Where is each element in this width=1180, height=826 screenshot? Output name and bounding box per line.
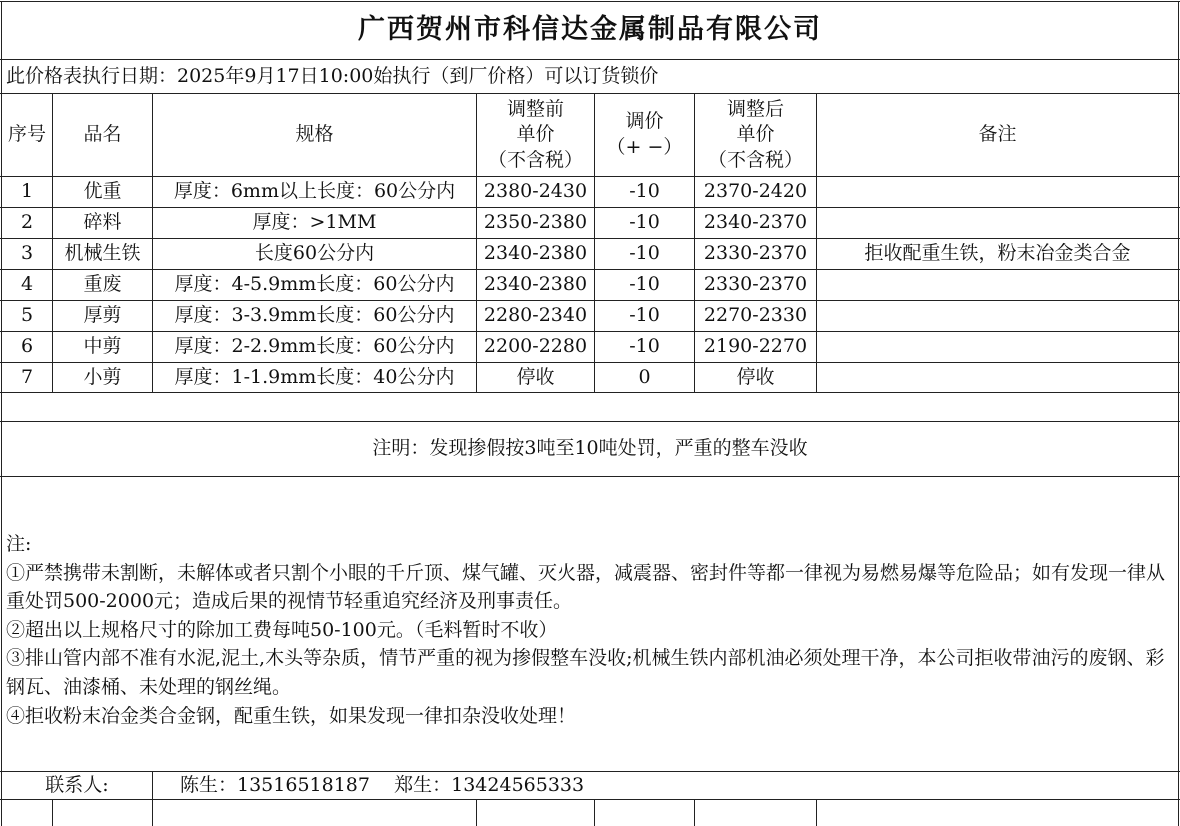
- row-adjust: -10: [629, 335, 660, 358]
- note-item: ④拒收粉末冶金类合金钢，配重生铁，如果发现一律扣杂没收处理！: [6, 704, 577, 727]
- row-price-before: 2200-2280: [483, 335, 588, 358]
- company-title: 广西贺州市科信达金属制品有限公司: [358, 14, 822, 46]
- penalty-notice: 注明：发现掺假按3吨至10吨处罚，严重的整车没收: [372, 437, 808, 460]
- row-remark: [817, 270, 1178, 300]
- row-adjust: -10: [629, 242, 660, 265]
- row-name: 优重: [83, 180, 122, 203]
- row-price-after: 2340-2370: [703, 211, 808, 234]
- grid-line: [1178, 1, 1179, 826]
- grid-line: [594, 799, 595, 826]
- row-no: 6: [20, 335, 34, 358]
- row-spec: 厚度：3-3.9mm长度：60公分内: [174, 304, 455, 327]
- row-price-after: 停收: [736, 365, 775, 388]
- row-no: 3: [20, 242, 34, 265]
- grid-line: [694, 799, 695, 826]
- row-remark: [817, 208, 1178, 238]
- header-price-after-line1: 调整后: [726, 97, 784, 120]
- header-remark: 备注: [978, 123, 1017, 146]
- grid-line: [476, 799, 477, 826]
- header-no: 序号: [7, 123, 46, 146]
- row-price-before: 2340-2380: [483, 242, 588, 265]
- grid-line: [0, 799, 1180, 800]
- header-price-after: [695, 94, 816, 176]
- header-price-before-line3: （不含税）: [487, 148, 583, 171]
- row-adjust: -10: [629, 211, 660, 234]
- row-remark: [817, 363, 1178, 392]
- row-price-after: 2270-2330: [703, 304, 808, 327]
- row-price-before: 2350-2380: [483, 211, 588, 234]
- row-price-before: 2340-2380: [483, 273, 588, 296]
- row-no: 1: [20, 180, 34, 203]
- effective-date-note: 此价格表执行日期：2025年9月17日10:00始执行（到厂价格）可以订货锁价: [6, 64, 659, 87]
- header-name: 品名: [83, 123, 122, 146]
- grid-line: [152, 771, 153, 826]
- row-name: 机械生铁: [64, 242, 141, 265]
- grid-line: [0, 476, 1180, 477]
- note-item: ②超出以上规格尺寸的除加工费每吨50-100元。（毛料暂时不收）: [6, 618, 558, 641]
- row-remark: 拒收配重生铁，粉末冶金类合金: [864, 242, 1131, 265]
- grid-line: [816, 799, 817, 826]
- row-spec: 厚度：1-1.9mm长度：40公分内: [174, 365, 455, 388]
- row-no: 5: [20, 304, 34, 327]
- row-spec: 长度60公分内: [254, 242, 375, 265]
- notes-label: 注:: [6, 533, 32, 555]
- row-price-before: 停收: [516, 365, 555, 388]
- header-adjust-line2: （+ −）: [606, 136, 683, 158]
- contact-label: 联系人:: [45, 773, 109, 796]
- row-no: 2: [20, 211, 34, 234]
- header-price-before: [477, 94, 594, 176]
- row-spec: 厚度：4-5.9mm长度：60公分内: [174, 273, 455, 296]
- row-price-after: 2370-2420: [703, 180, 808, 203]
- row-name: 中剪: [83, 335, 122, 358]
- row-remark: [817, 301, 1178, 331]
- row-adjust: -10: [629, 304, 660, 327]
- row-spec: 厚度：6mm以上长度：60公分内: [173, 180, 456, 203]
- row-price-before: 2280-2340: [483, 304, 588, 327]
- row-name: 碎料: [83, 211, 122, 234]
- row-no: 7: [20, 365, 34, 388]
- header-adjust: [595, 94, 694, 176]
- row-spec: 厚度：2-2.9mm长度：60公分内: [174, 335, 455, 358]
- row-adjust: -10: [629, 273, 660, 296]
- row-remark: [817, 332, 1178, 362]
- note-item: ③排山管内部不准有水泥,泥土,木头等杂质，情节严重的视为掺假整车没收;机械生铁内部机油必须处理干净，本公司拒收带油污的废钢、彩钢瓦、油漆桶、未处理的钢丝绳。: [6, 647, 1165, 698]
- note-item: ①严禁携带未割断，未解体或者只割个小眼的千斤顶、煤气罐、灭火器，减震器、密封件等都一律视为易燃易爆等危险品；如有发现一律从重处罚500-2000元；造成后果的视情节轻重追究经济及刑事责任。: [6, 561, 1166, 613]
- row-price-after: 2190-2270: [703, 335, 808, 358]
- contact-persons: 陈生：13516518187 郑生：13424565333: [180, 773, 585, 796]
- row-remark: [817, 177, 1178, 207]
- header-spec: 规格: [295, 123, 334, 146]
- grid-line: [52, 799, 53, 826]
- row-name: 小剪: [83, 365, 122, 388]
- grid-line: [0, 392, 1180, 393]
- row-spec: 厚度：>1MM: [252, 211, 377, 234]
- row-adjust: -10: [629, 180, 660, 203]
- header-price-after-line2: 单价: [736, 123, 775, 146]
- notes-section: [6, 530, 1174, 730]
- row-adjust: 0: [638, 365, 651, 388]
- header-adjust-line1: 调价: [625, 110, 664, 133]
- header-price-before-line2: 单价: [516, 123, 555, 146]
- row-price-after: 2330-2370: [703, 273, 808, 296]
- row-name: 厚剪: [83, 304, 122, 327]
- row-price-after: 2330-2370: [703, 242, 808, 265]
- header-price-before-line1: 调整前: [506, 97, 564, 120]
- row-price-before: 2380-2430: [483, 180, 588, 203]
- row-name: 重废: [83, 273, 122, 296]
- header-price-after-line3: （不含税）: [707, 148, 803, 171]
- row-no: 4: [20, 273, 34, 296]
